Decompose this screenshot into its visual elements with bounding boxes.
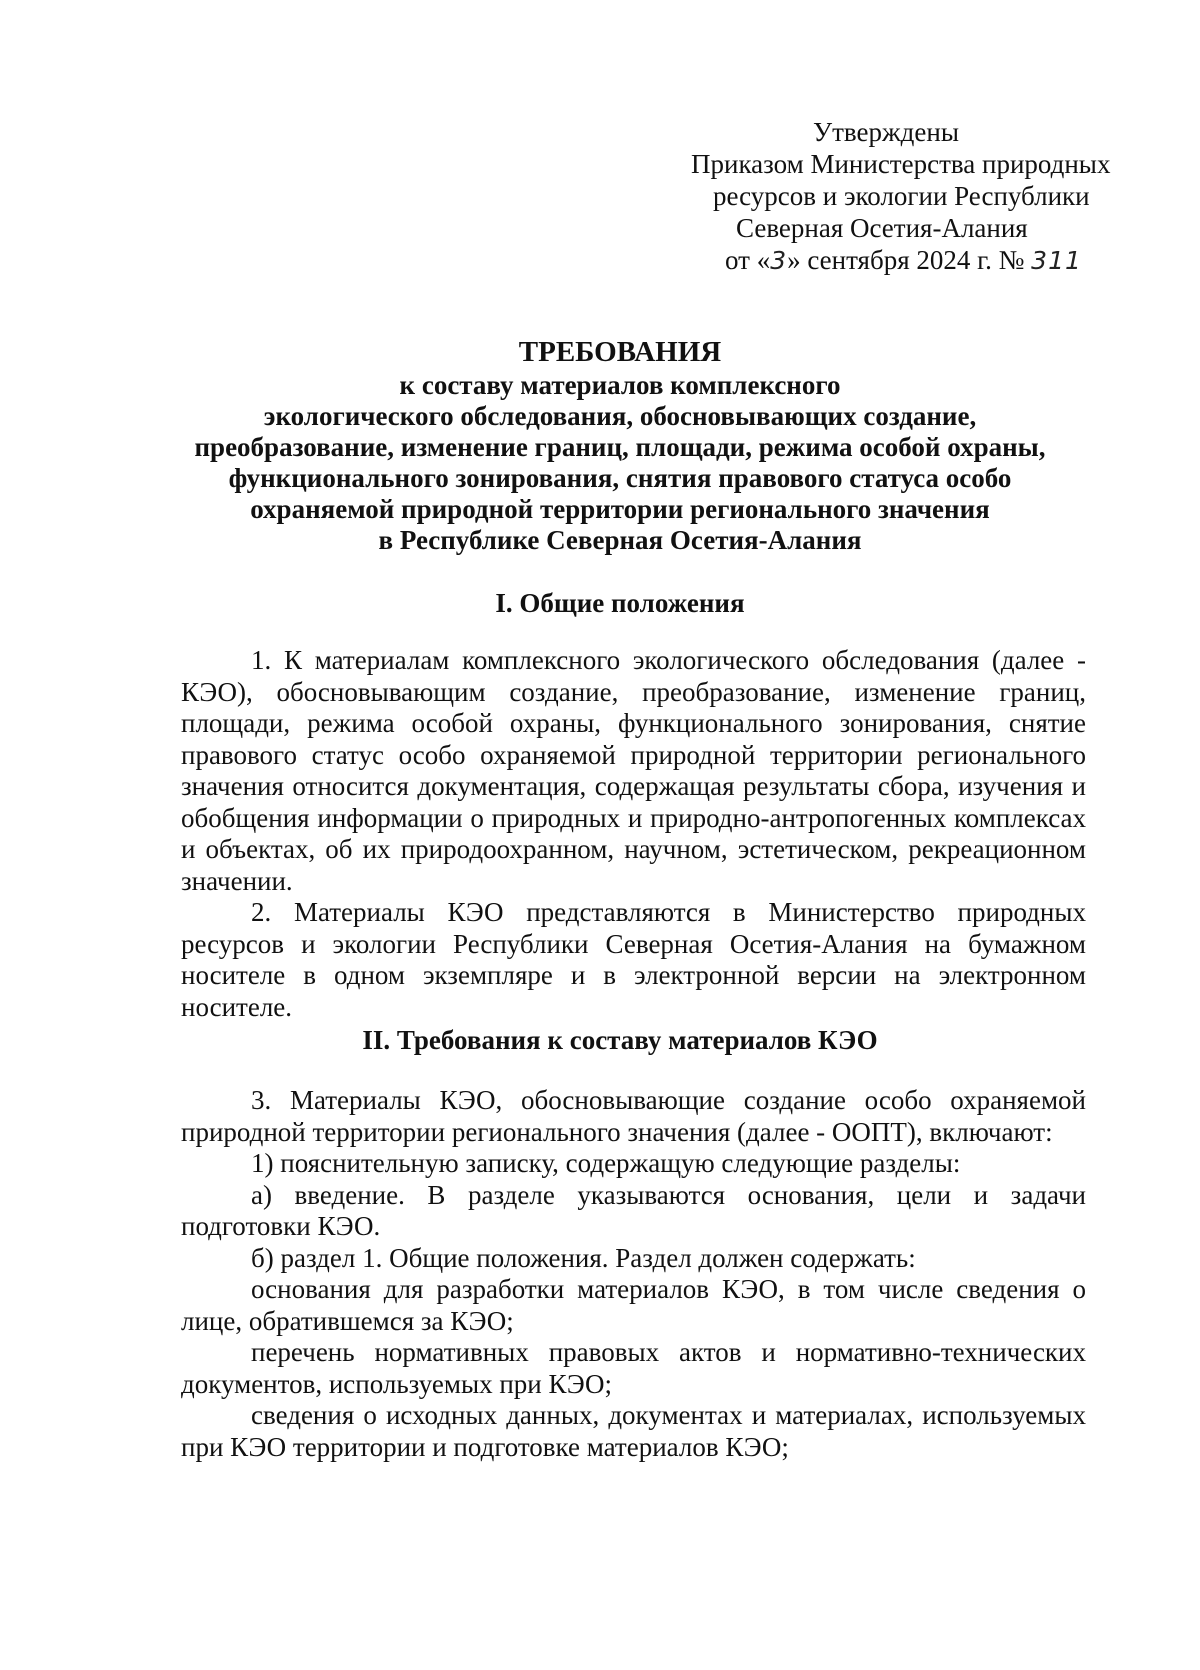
approval-date-line — [655, 244, 1125, 277]
title-line: в Республике Северная Осетия-Алания — [378, 525, 862, 555]
section1-body — [181, 645, 1086, 1023]
approval-line: ресурсов и экологии Республики — [713, 181, 1090, 211]
paragraph: а) введение. В разделе указываются основания, цели и задачи подготовки КЭО. — [181, 1179, 1086, 1241]
paragraph: 2. Материалы КЭО представляются в Министерство природных ресурсов и экологии Республики Северная Осетия-Алания на бумажном носителе в одном экземпляре и в электронной версии на электронном носителе. — [181, 897, 1086, 1022]
paragraph: основания для разработки материалов КЭО, в том числе сведения о лице, обратившемся за КЭО; — [181, 1274, 1086, 1336]
document-title — [170, 337, 1070, 556]
approval-line: Приказом Министерства природных — [691, 149, 1111, 179]
title-line: к составу материалов комплексного — [399, 370, 841, 400]
title-main: ТРЕБОВАНИЯ — [518, 336, 722, 368]
paragraph: 3. Материалы КЭО, обосновывающие создание особо охраняемой природной территории регионального значения (далее - ООПТ), включают: — [181, 1085, 1086, 1147]
title-line: преобразование, изменение границ, площади, режима особой охраны, — [194, 432, 1046, 462]
paragraph: 1) пояснительную записку, содержащую следующие разделы: — [251, 1148, 961, 1178]
paragraph: 1. К материалам комплексного экологического обследования (далее - КЭО), обосновывающим создание, преобразование, изменение границ, площади, режима особой охраны, функционального зонирования, снятие правового статус особо охраняемой природной территории регионального значения относится документация, содержащая результаты сбора, изучения и обобщения информации о природных и природно-антропогенных комплексах и объектах, об их природоохранном, научном, эстетическом, рекреационном значении. — [181, 645, 1086, 896]
title-line: функционального зонирования, снятия правового статуса особо — [228, 463, 1012, 493]
paragraph: сведения о исходных данных, документах и материалах, используемых при КЭО территории и подготовке материалов КЭО; — [181, 1400, 1086, 1462]
paragraph: перечень нормативных правовых актов и нормативно-технических документов, используемых при КЭО; — [181, 1337, 1086, 1399]
approval-block — [655, 116, 1125, 277]
title-line: экологического обследования, обосновывающих создание, — [263, 401, 977, 431]
section-heading: I. Общие положения — [495, 588, 745, 618]
title-line: охраняемой природной территории регионального значения — [250, 494, 990, 524]
approval-line: Утверждены — [813, 117, 959, 147]
date-prefix: от « — [725, 245, 771, 275]
handwritten-day: 3 — [770, 246, 788, 275]
date-month-year: » сентября 2024 г. № — [787, 245, 1032, 275]
section2-body — [181, 1085, 1086, 1463]
section-heading: II. Требования к составу материалов КЭО — [362, 1025, 878, 1055]
approval-line: Северная Осетия-Алания — [736, 213, 1028, 243]
paragraph: б) раздел 1. Общие положения. Раздел должен содержать: — [251, 1242, 916, 1273]
handwritten-order-number: 311 — [1031, 246, 1082, 275]
